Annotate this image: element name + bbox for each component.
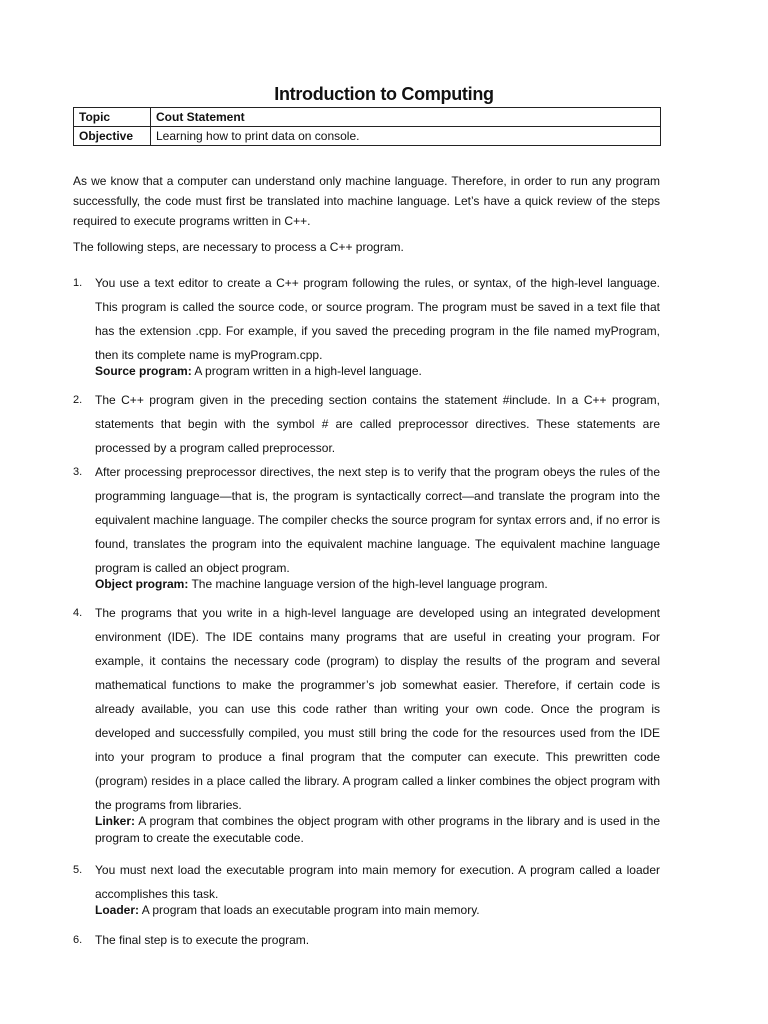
definition-term: Linker: xyxy=(95,814,136,828)
definition-term: Object program: xyxy=(95,577,189,591)
step-definition xyxy=(95,902,660,919)
lead-paragraph: The following steps, are necessary to process a C++ program. xyxy=(73,240,404,254)
step-number: 3. xyxy=(73,466,83,478)
step-number: 5. xyxy=(73,864,83,876)
topic-table xyxy=(73,107,661,146)
step-number: 1. xyxy=(73,277,83,289)
definition-term: Loader: xyxy=(95,903,140,917)
list-item xyxy=(73,928,660,952)
step-definition xyxy=(95,363,660,380)
step-text: The C++ program given in the preceding section contains the statement #include. In a C++ program, statements that begin with the symbol # are called preprocessor directives. These statements are processed by a program called preprocessor. xyxy=(95,393,660,455)
definition-text: A program that loads an executable program into main memory. xyxy=(139,903,480,917)
topic-value: Cout Statement xyxy=(151,108,661,127)
step-definition xyxy=(95,813,660,847)
list-item xyxy=(73,858,660,919)
step-text: After processing preprocessor directives, the next step is to verify that the program obeys the rules of the programming language—that is, the program is syntactically correct—and translate the program into the equivalent machine language. The compiler checks the source program for syntax errors and, if no error is found, translates the program into the equivalent machine language. The equivalent machine language program is called an object program. xyxy=(95,465,660,575)
list-item xyxy=(73,601,660,847)
step-text: You use a text editor to create a C++ program following the rules, or syntax, of the high-level language. This program is called the source code, or source program. The program must be saved in a text file that has the extension .cpp. For example, if you saved the preceding program in the file named myProgram, then its complete name is myProgram.cpp. xyxy=(95,276,660,362)
definition-text: A program written in a high-level language. xyxy=(191,364,422,378)
objective-value: Learning how to print data on console. xyxy=(151,127,661,146)
topic-label: Topic xyxy=(74,108,151,127)
step-text: The final step is to execute the program. xyxy=(95,933,310,947)
definition-text: The machine language version of the high-level language program. xyxy=(188,577,548,591)
step-number: 4. xyxy=(73,607,83,619)
objective-label: Objective xyxy=(74,127,151,146)
table-row xyxy=(74,127,661,146)
definition-text: A program that combines the object program with other programs in the library and is used in the program to create the executable code. xyxy=(95,814,660,845)
step-text: The programs that you write in a high-level language are developed using an integrated development environment (IDE). The IDE contains many programs that are useful in creating your program. For example, it contains the necessary code (program) to display the results of the program and several mathematical functions to make the programmer’s job somewhat easier. Therefore, if certain code is already available, you can use this code rather than writing your own code. Once the program is developed and successfully compiled, you must still bring the code for the resources used from the IDE into your program to produce a final program that the computer can execute. This prewritten code (program) resides in a place called the library. A program called a linker combines the object program with the programs from libraries. xyxy=(95,606,660,812)
list-item xyxy=(73,271,660,380)
step-number: 2. xyxy=(73,394,83,406)
step-text: You must next load the executable program into main memory for execution. A program called a loader accomplishes this task. xyxy=(95,863,660,901)
table-row xyxy=(74,108,661,127)
definition-term: Source program: xyxy=(95,364,192,378)
intro-paragraph: As we know that a computer can understand only machine language. Therefore, in order to run any program successfully, the code must first be translated into machine language. Let’s have a quick review of the steps required to execute programs written in C++. xyxy=(73,174,660,228)
list-item xyxy=(73,460,660,593)
page-title: Introduction to Computing xyxy=(274,84,494,104)
step-number: 6. xyxy=(73,934,83,946)
step-definition xyxy=(95,576,660,593)
list-item xyxy=(73,388,660,460)
